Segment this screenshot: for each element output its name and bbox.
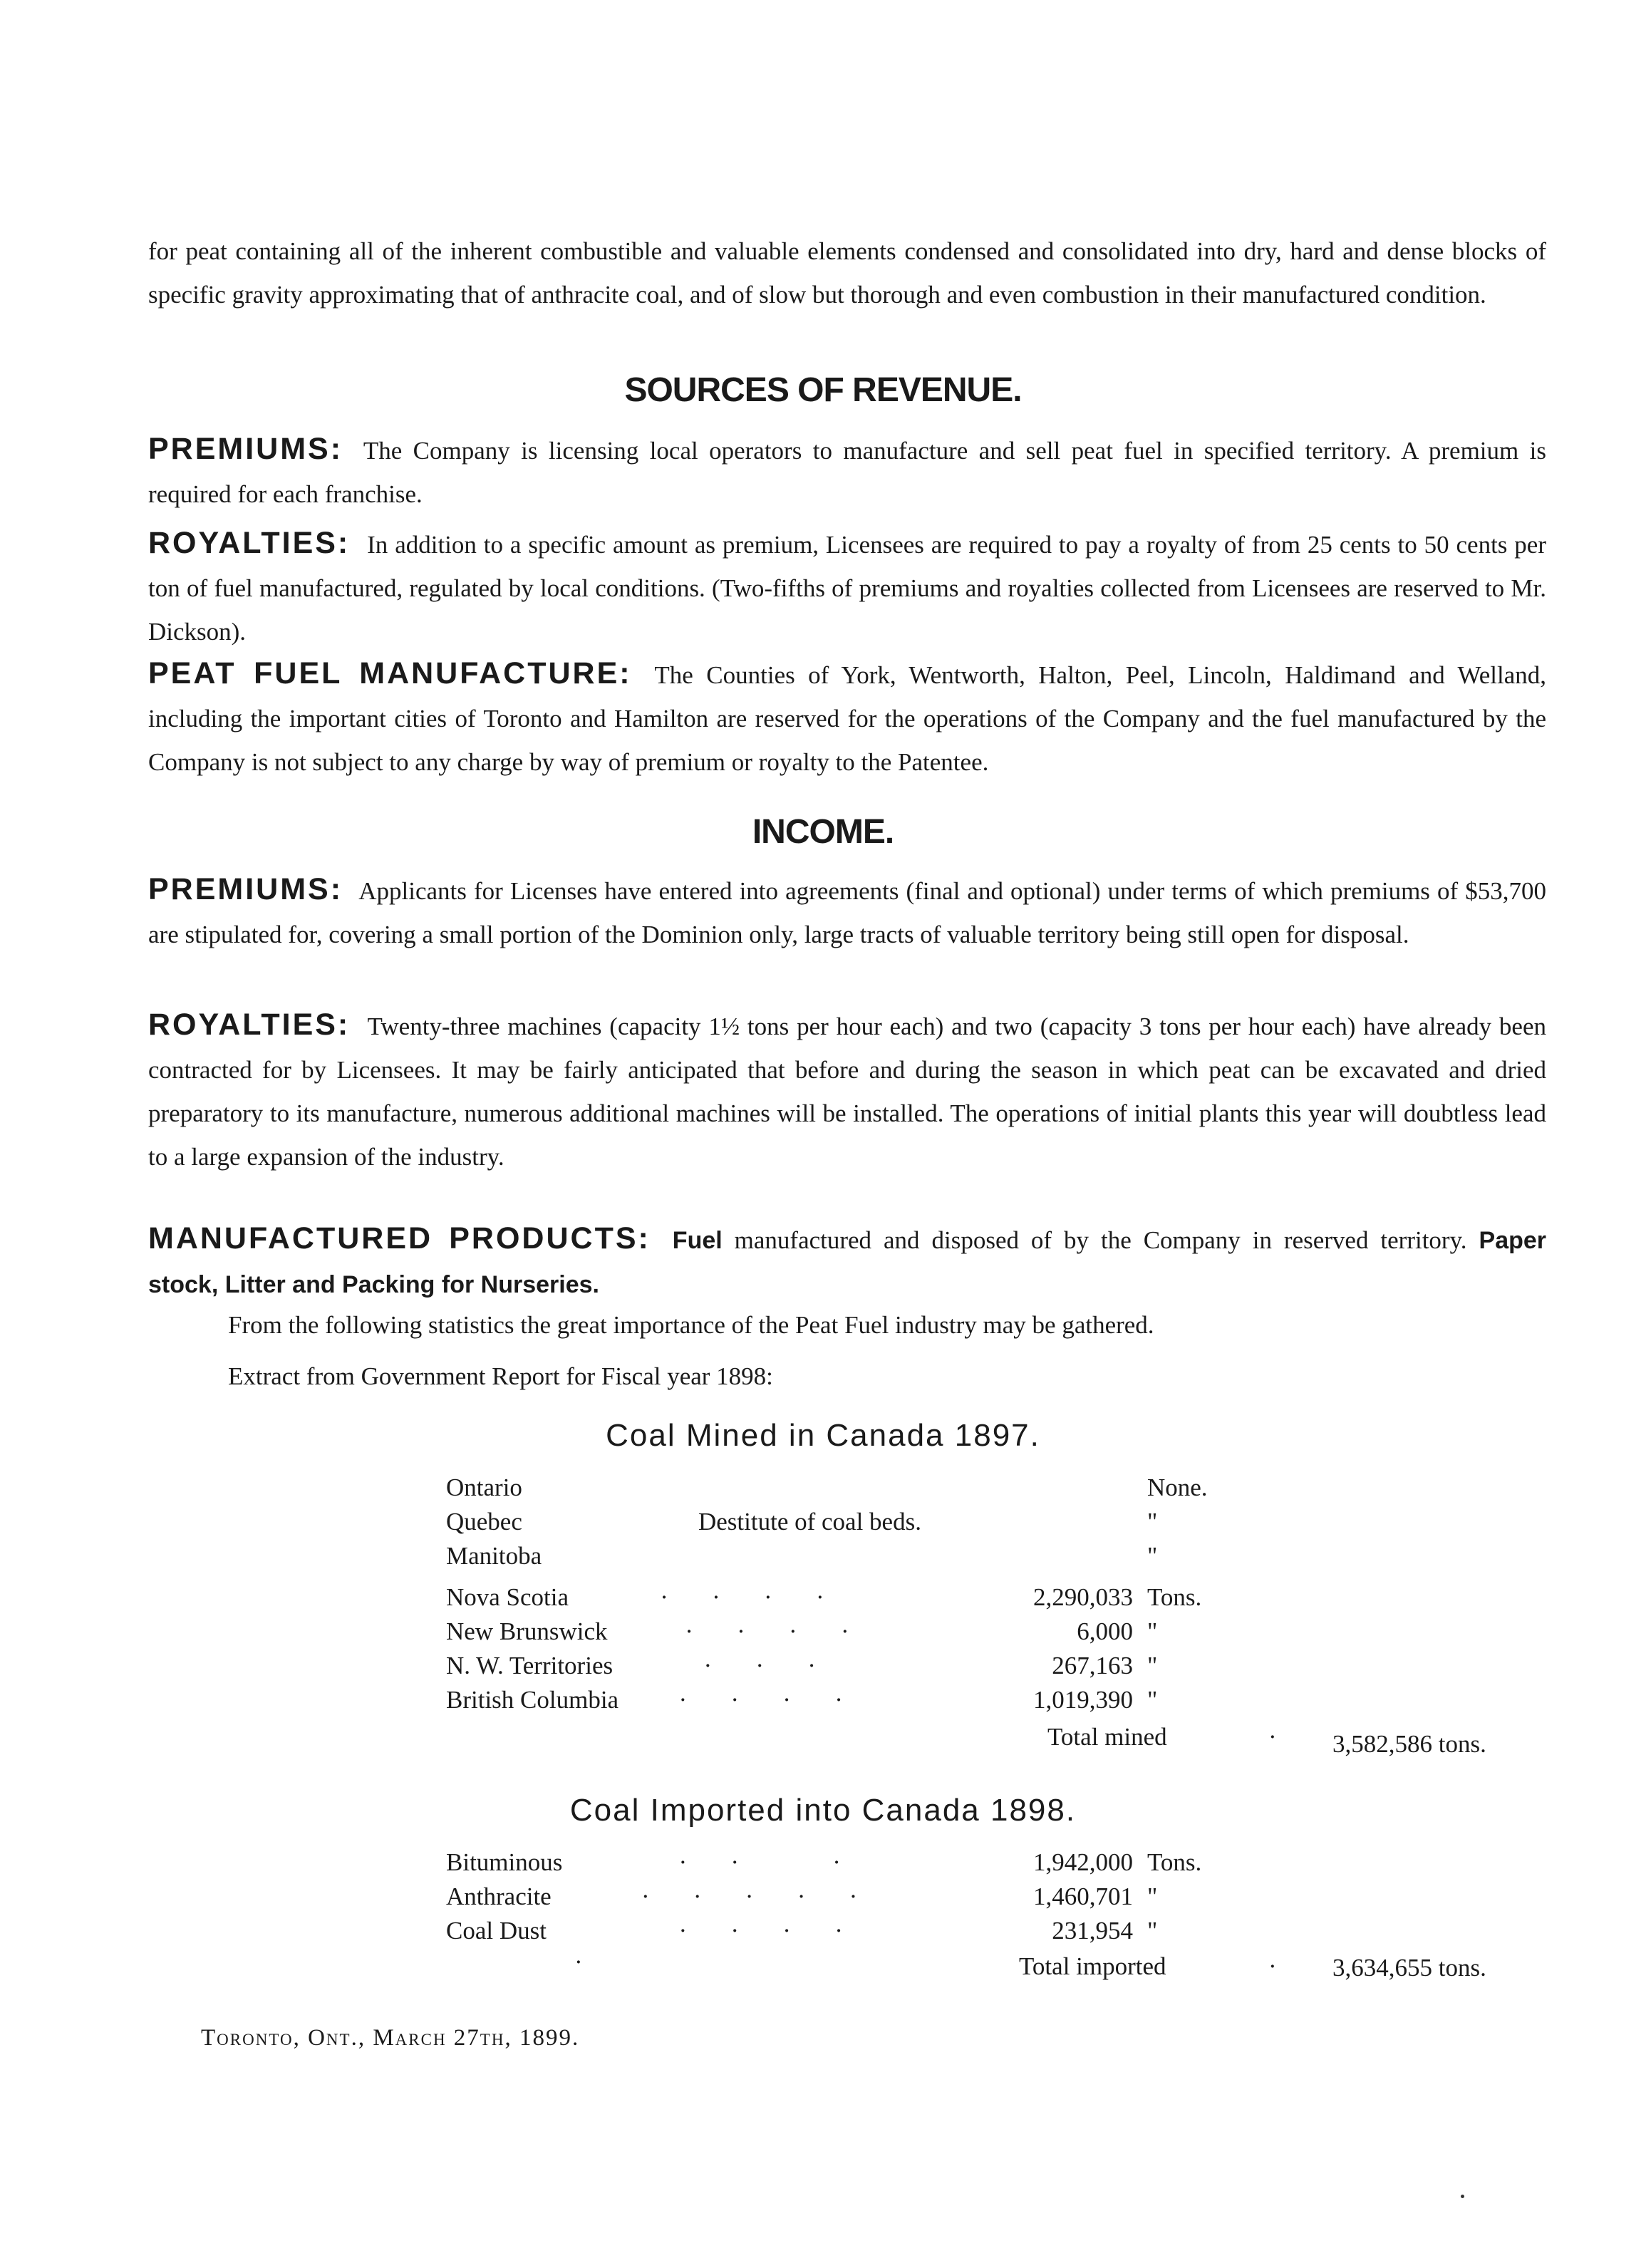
coal-mined-title: Coal Mined in Canada 1897.	[606, 1418, 1040, 1453]
table-row-label: Quebec	[446, 1508, 522, 1536]
destitute-note: Destitute of coal beds.	[698, 1508, 921, 1536]
table-row-label: N. W. Territories	[446, 1652, 614, 1679]
intro-paragraph: for peat containing all of the inherent combustible and valuable elements condensed and consolidated into dry, hard and dense blocks of specific gravity approximating that of anthracite coal, and of slow but thorough and even combustion in their manufactured condition.	[148, 237, 1546, 309]
scan-speck	[1461, 2195, 1464, 2198]
total-mined-value: 3,582,586 tons.	[1332, 1730, 1486, 1758]
sources-heading: SOURCES OF REVENUE.	[624, 371, 1022, 409]
leader-dots: · · · ·	[641, 1686, 843, 1714]
place-date-footer: Toronto, Ont., March 27th, 1899.	[201, 2025, 580, 2051]
statistics-intro: From the following statistics the great importance of the Peat Fuel industry may be gathered.	[228, 1311, 1154, 1339]
products-paragraph	[148, 1217, 1546, 1307]
table-row-unit: "	[1147, 1686, 1158, 1714]
table-row-unit: None.	[1147, 1474, 1208, 1501]
extract-line: Extract from Government Report for Fiscal year 1898:	[228, 1362, 773, 1390]
table-row-value: 1,942,000	[1033, 1848, 1133, 1876]
table-row-unit: Tons.	[1147, 1583, 1202, 1611]
coal-imported-title: Coal Imported into Canada 1898.	[569, 1793, 1077, 1828]
peat-fuel-lead: PEAT FUEL MANUFACTURE:	[148, 656, 632, 690]
table-row-value: 1,460,701	[1033, 1883, 1133, 1910]
leader-dots: · · · ·	[641, 1617, 849, 1645]
products-bold-nurseries: Paper stock, Litter and Packing for Nurseries.	[148, 1227, 1547, 1298]
table-row-label: Ontario	[446, 1474, 522, 1501]
income-royalties-text: Twenty-three machines (capacity 1½ tons per hour each) and two (capacity 3 tons per hour each) have already been contracted for by Licensees. It may be fairly anticipated that before and during the season in which peat can be excavated and dried preparatory to its manufacture, numerous additional machines will be installed. The operations of initial plants this year will doubtless lead to a large expansion of the industry.	[148, 1013, 1546, 1171]
total-imported-value: 3,634,655 tons.	[1332, 1954, 1486, 1982]
sources-royalties-lead: ROYALTIES:	[148, 526, 351, 560]
leader-dots: · · · ·	[641, 1583, 824, 1611]
table-row-label: Bituminous	[446, 1848, 563, 1876]
table-row-unit: "	[1147, 1542, 1158, 1570]
sources-premiums-text: The Company is licensing local operators to manufacture and sell peat fuel in specified territory. A premium is required for each franchise.	[148, 437, 1546, 508]
table-row-unit: "	[1147, 1917, 1158, 1945]
table-row-value: 2,290,033	[1033, 1583, 1133, 1611]
sources-premiums-paragraph	[148, 428, 1546, 516]
income-premiums-lead: PREMIUMS:	[148, 872, 343, 906]
products-lead: MANUFACTURED PRODUCTS:	[148, 1221, 651, 1255]
leader-dots: · · · ·	[641, 1917, 843, 1945]
sources-premiums-lead: PREMIUMS:	[148, 432, 343, 466]
income-heading: INCOME.	[752, 813, 894, 851]
table-row-unit: "	[1147, 1883, 1158, 1910]
total-imported-label: Total imported	[1019, 1952, 1166, 1980]
table-row-unit: "	[1147, 1617, 1158, 1645]
table-row-label: Coal Dust	[446, 1917, 547, 1945]
total-mined-label: Total mined	[1047, 1723, 1167, 1751]
leader-dots: ·	[1268, 1723, 1277, 1751]
income-premiums-paragraph	[148, 868, 1546, 956]
table-row-label: Manitoba	[446, 1542, 542, 1570]
leader-dots: · · · · ·	[641, 1883, 858, 1910]
table-row-value: 231,954	[1052, 1917, 1133, 1945]
table-row-value: 6,000	[1077, 1617, 1133, 1645]
income-premiums-text: Applicants for Licenses have entered into agreements (final and optional) under terms of which premiums of $53,700 are stipulated for, covering a small portion of the Dominion only, large tracts of valuable territory being still open for disposal.	[148, 877, 1546, 948]
products-bold-fuel: Fuel	[672, 1227, 723, 1254]
table-row-unit: Tons.	[1147, 1848, 1202, 1876]
table-row-label: Nova Scotia	[446, 1583, 569, 1611]
table-row-value: 1,019,390	[1033, 1686, 1133, 1714]
table-row-unit: "	[1147, 1508, 1158, 1536]
table-row-unit: "	[1147, 1652, 1158, 1679]
table-row-label: New Brunswick	[446, 1617, 608, 1645]
peat-fuel-text: The Counties of York, Wentworth, Halton, Peel, Lincoln, Haldimand and Welland, including the important cities of Toronto and Hamilton are reserved for the operations of the Company and the fuel manufactured by the Company is not subject to any charge by way of premium or royalty to the Patentee.	[148, 661, 1546, 776]
sources-royalties-paragraph	[148, 522, 1546, 653]
table-row-label: Anthracite	[446, 1883, 552, 1910]
leader-dots: ·	[574, 1948, 583, 1976]
leader-dots: · · ·	[641, 1848, 841, 1876]
income-royalties-paragraph	[148, 1003, 1546, 1179]
table-row-label: British Columbia	[446, 1686, 619, 1714]
products-text: manufactured and disposed of by the Company in reserved territory.	[734, 1226, 1467, 1254]
peat-fuel-paragraph	[148, 652, 1546, 784]
leader-dots: · · ·	[641, 1652, 816, 1679]
leader-dots: ·	[1268, 1952, 1277, 1980]
sources-royalties-text: In addition to a specific amount as premium, Licensees are required to pay a royalty of from 25 cents to 50 cents per ton of fuel manufactured, regulated by local conditions. (Two-fifths of premiums and royalties collected from Licensees are reserved to Mr. Dickson).	[148, 531, 1546, 646]
income-royalties-lead: ROYALTIES:	[148, 1008, 351, 1042]
table-row-value: 267,163	[1052, 1652, 1133, 1679]
